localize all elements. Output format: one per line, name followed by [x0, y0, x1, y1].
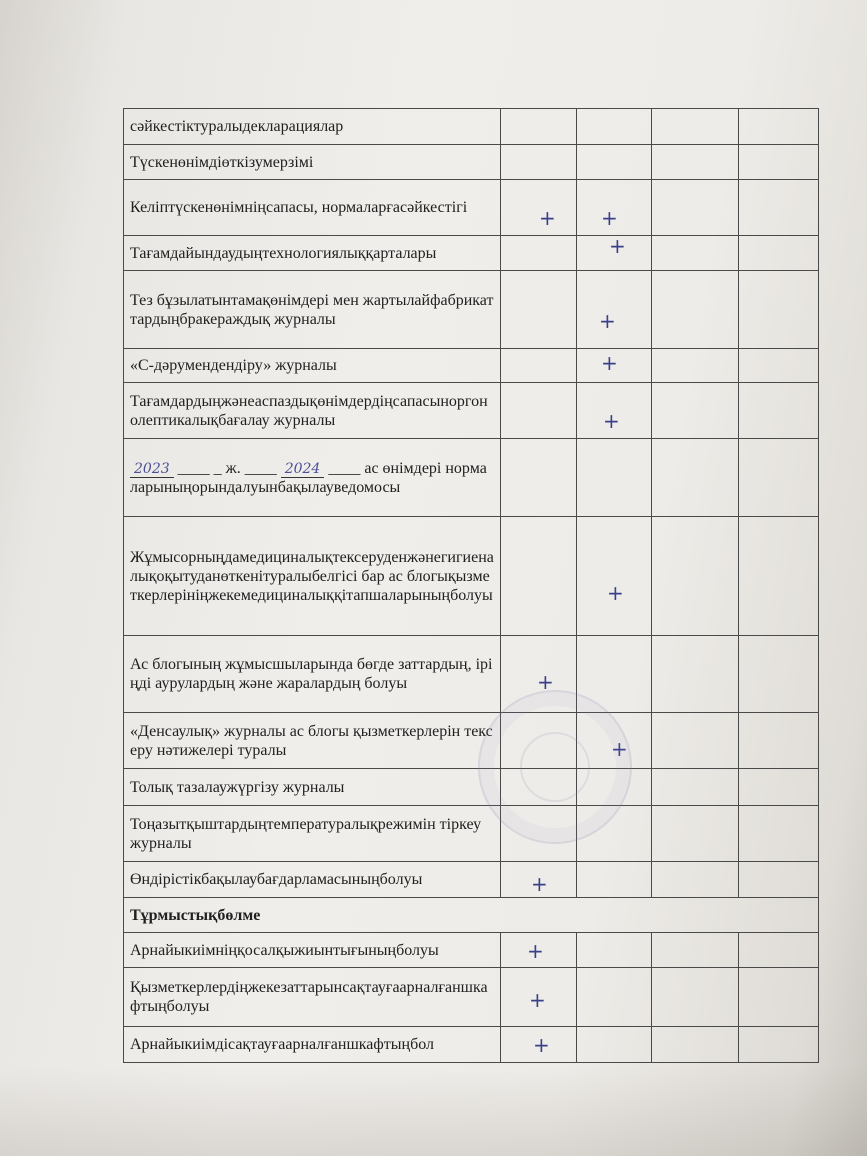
handwritten-plus-mark: + — [529, 988, 546, 1012]
table-row — [124, 180, 819, 236]
table-row — [124, 713, 819, 769]
empty-cell — [652, 349, 739, 383]
row-label: Тағамдайындаудыңтехнологиялыққарталары — [124, 236, 501, 271]
empty-cell — [739, 636, 819, 713]
empty-cell — [652, 439, 739, 517]
empty-cell — [739, 713, 819, 769]
table-row — [124, 349, 819, 383]
section-row — [124, 898, 819, 933]
empty-cell — [652, 769, 739, 806]
table-row — [124, 439, 819, 517]
handwritten-plus-mark: + — [603, 409, 620, 433]
empty-cell — [739, 180, 819, 236]
empty-cell — [652, 862, 739, 898]
check-cell — [501, 271, 577, 349]
check-cell — [501, 1027, 577, 1063]
empty-cell — [652, 1027, 739, 1063]
check-cell — [577, 236, 652, 271]
checklist-table — [123, 108, 819, 1063]
empty-cell — [652, 517, 739, 636]
row-label: Тез бұзылатынтамақөнімдері мен жартылайфабрикаттардыңбракераждық журналы — [124, 271, 501, 349]
empty-cell — [652, 806, 739, 862]
row-label: Арнайыкиімніңқосалқыжиынтығыныңболуы — [124, 933, 501, 968]
empty-cell — [739, 349, 819, 383]
row-label: «С-дәрумендендіру» журналы — [124, 349, 501, 383]
table-row — [124, 145, 819, 180]
row-label: Тағамдардыңжәнеаспаздықөнімдердіңсапасыноргонолептикалықбағалау журналы — [124, 383, 501, 439]
row-label: Түскенөнімдіөткізумерзімі — [124, 145, 501, 180]
empty-cell — [652, 933, 739, 968]
check-cell — [501, 933, 577, 968]
row-label — [124, 439, 501, 517]
empty-cell — [739, 271, 819, 349]
empty-cell — [739, 1027, 819, 1063]
check-cell — [501, 180, 577, 236]
row-label: Келіптүскенөнімніңсапасы, нормаларғасәйкестігі — [124, 180, 501, 236]
handwritten-plus-mark: + — [611, 737, 628, 761]
check-cell — [577, 349, 652, 383]
check-cell — [577, 1027, 652, 1063]
empty-cell — [652, 271, 739, 349]
table-row — [124, 517, 819, 636]
check-cell — [577, 109, 652, 145]
check-cell — [577, 862, 652, 898]
empty-cell — [652, 109, 739, 145]
table-row — [124, 236, 819, 271]
handwritten-plus-mark: + — [533, 1033, 550, 1057]
empty-cell — [739, 968, 819, 1027]
handwritten-plus-mark: + — [607, 581, 624, 605]
check-cell — [577, 933, 652, 968]
empty-cell — [739, 933, 819, 968]
empty-cell — [739, 517, 819, 636]
check-cell — [501, 769, 577, 806]
empty-cell — [739, 769, 819, 806]
year-separator: ____ _ ж. ____ — [177, 459, 277, 477]
check-cell — [577, 636, 652, 713]
empty-cell — [739, 145, 819, 180]
row-label: Жұмысорныңдамедициналықтексеруденжәнегигиеналықоқытуданөткенітуралыбелгісі бар ас блогықызметкерлерініңжекемедициналыққітапшаларыныңболуы — [124, 517, 501, 636]
norms-statement-text: ____ ас өнімдері нормаларыныңорындалуынбақылауведомосы — [130, 459, 487, 496]
empty-cell — [652, 145, 739, 180]
check-cell — [501, 806, 577, 862]
handwritten-plus-mark: + — [539, 206, 556, 230]
empty-cell — [652, 236, 739, 271]
check-cell — [577, 180, 652, 236]
check-cell — [577, 145, 652, 180]
empty-cell — [652, 713, 739, 769]
section-heading: Тұрмыстықбөлме — [124, 898, 819, 933]
row-label: сәйкестіктуралыдекларациялар — [124, 109, 501, 145]
table-row — [124, 1027, 819, 1063]
check-cell — [577, 517, 652, 636]
empty-cell — [739, 383, 819, 439]
check-cell — [501, 517, 577, 636]
check-cell — [577, 968, 652, 1027]
check-cell — [577, 383, 652, 439]
empty-cell — [652, 383, 739, 439]
empty-cell — [739, 806, 819, 862]
check-cell — [501, 145, 577, 180]
table-row — [124, 968, 819, 1027]
empty-cell — [652, 180, 739, 236]
handwritten-plus-mark: + — [527, 939, 544, 963]
handwritten-year-from: 2023 — [130, 461, 174, 478]
row-label: Қызметкерлердіңжекезаттарынсақтауғаарналғаншкафтыңболуы — [124, 968, 501, 1027]
check-cell — [501, 383, 577, 439]
table-row — [124, 109, 819, 145]
table-row — [124, 271, 819, 349]
table-row — [124, 636, 819, 713]
check-cell — [501, 109, 577, 145]
row-label: Ас блогының жұмысшыларында бөгде заттардың, іріңді аурулардың және жаралардың болуы — [124, 636, 501, 713]
empty-cell — [652, 968, 739, 1027]
empty-cell — [652, 636, 739, 713]
empty-cell — [739, 109, 819, 145]
handwritten-plus-mark: + — [601, 206, 618, 230]
check-cell — [501, 439, 577, 517]
row-label: Өндірістікбақылаубағдарламасыныңболуы — [124, 862, 501, 898]
empty-cell — [739, 236, 819, 271]
check-cell — [577, 806, 652, 862]
check-cell — [577, 769, 652, 806]
row-label: Толық тазалаужүргізу журналы — [124, 769, 501, 806]
handwritten-plus-mark: + — [531, 872, 548, 896]
check-cell — [501, 349, 577, 383]
handwritten-plus-mark: + — [537, 670, 554, 694]
handwritten-plus-mark: + — [599, 309, 616, 333]
row-label: Тоңазытқыштардыңтемпературалықрежимін тіркеу журналы — [124, 806, 501, 862]
check-cell — [501, 968, 577, 1027]
handwritten-plus-mark: + — [601, 351, 618, 375]
table-row — [124, 806, 819, 862]
check-cell — [501, 236, 577, 271]
empty-cell — [739, 439, 819, 517]
row-label: Арнайыкиімдісақтауғаарналғаншкафтыңбол — [124, 1027, 501, 1063]
empty-cell — [739, 862, 819, 898]
handwritten-plus-mark: + — [609, 234, 626, 258]
table-row — [124, 933, 819, 968]
check-cell — [501, 862, 577, 898]
row-label: «Денсаулық» журналы ас блогы қызметкерлерін тексеру нәтижелері туралы — [124, 713, 501, 769]
handwritten-year-to: 2024 — [281, 461, 325, 478]
check-cell — [577, 271, 652, 349]
table-row — [124, 862, 819, 898]
table-row — [124, 769, 819, 806]
check-cell — [577, 439, 652, 517]
check-cell — [577, 713, 652, 769]
check-cell — [501, 713, 577, 769]
check-cell — [501, 636, 577, 713]
table-row — [124, 383, 819, 439]
